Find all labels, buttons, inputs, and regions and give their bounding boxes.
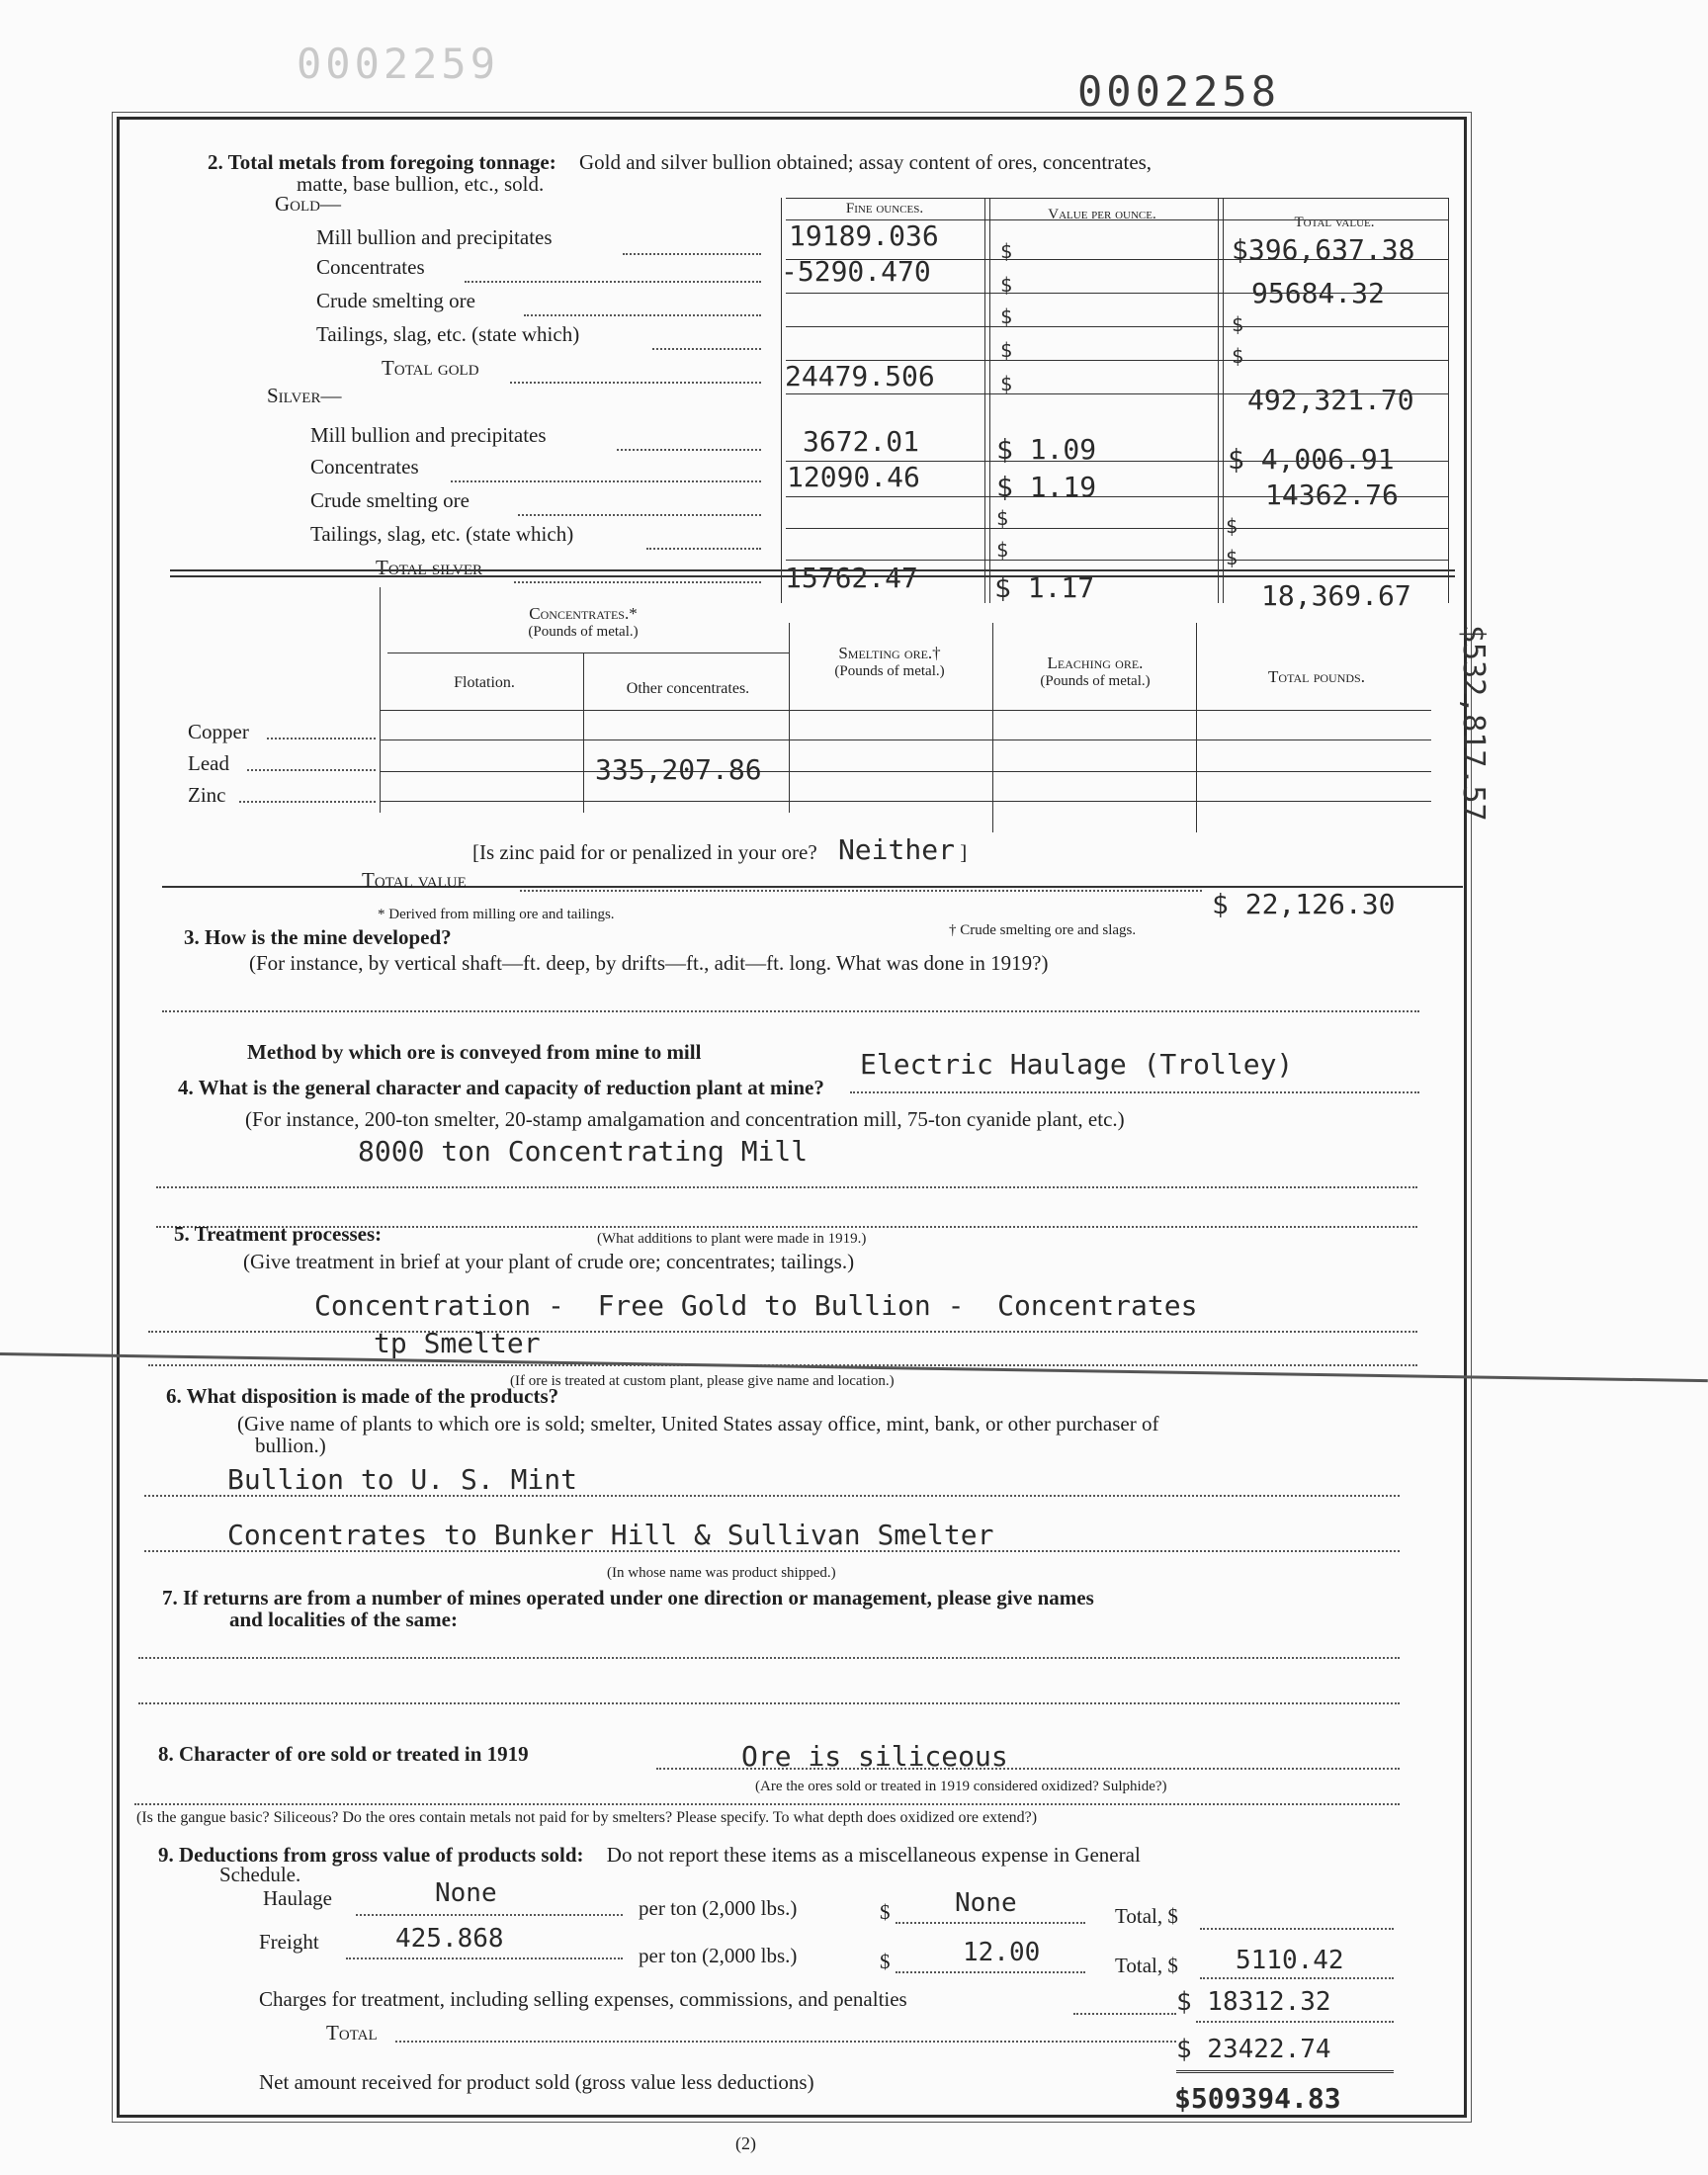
q9-title-tail: Do not report these items as a miscellaneous expense in General [606, 1843, 1141, 1867]
haulage-label: Haulage [263, 1886, 332, 1910]
q7-title-line2: and localities of the same: [229, 1608, 458, 1631]
q6-answer-line1: Bullion to U. S. Mint [227, 1463, 578, 1496]
col-total-value: Total value. [1294, 215, 1375, 230]
section2-title [208, 150, 1152, 174]
silver-row-fine: 3672.01 [803, 425, 920, 458]
silver-row-total: $ 4,006.91 [1228, 443, 1395, 476]
q9-total-label: Total [326, 2021, 378, 2044]
net-amount-value: $509394.83 [1174, 2082, 1341, 2115]
silver-total-total: 18,369.67 [1261, 579, 1411, 612]
gold-row-total: $ [1232, 312, 1244, 336]
gold-row-label: Concentrates [316, 255, 425, 279]
charges-label: Charges for treatment, including selling expenses, commissions, and penalties [259, 1987, 907, 2011]
gold-total-fine: 24479.506 [785, 360, 935, 392]
concentrates-subheader: (Pounds of metal.) [528, 624, 639, 640]
q7-title-line1: 7. If returns are from a number of mines operated under one direction or management, please give names [162, 1586, 1094, 1610]
haulage-per-ton: per ton (2,000 lbs.) [639, 1896, 798, 1920]
gold-row-fine: -5290.470 [781, 255, 931, 288]
charges-value: $ 18312.32 [1176, 1987, 1331, 2017]
q8-title: 8. Character of ore sold or treated in 1919 [158, 1742, 529, 1766]
q3-method-label: Method by which ore is conveyed from mine to mill [247, 1040, 702, 1064]
zinc-question-text: [Is zinc paid for or penalized in your ore? [472, 840, 817, 864]
silver-row-label: Crude smelting ore [310, 488, 470, 512]
smelting-ore-subheader: (Pounds of metal.) [834, 663, 945, 679]
zinc-answer: Neither [837, 833, 955, 866]
q5-answer-line1: Concentration - Free Gold to Bullion - Concentrates [314, 1289, 1198, 1322]
total-value-amount: $ 22,126.30 [1212, 888, 1396, 920]
q4-subtitle: (For instance, 200-ton smelter, 20-stamp amalgamation and concentration mill, 75-ton cyanide plant, etc.) [245, 1107, 1125, 1131]
serial-number: 0002258 [1077, 67, 1281, 116]
haulage-total-label: Total, $ [1115, 1904, 1178, 1928]
row-copper: Copper [188, 720, 249, 743]
ghost-serial-number: 0002259 [297, 40, 500, 88]
q3-method-answer: Electric Haulage (Trolley) [860, 1048, 1294, 1081]
q6-answer-line2: Concentrates to Bunker Hill & Sullivan Smelter [227, 1519, 994, 1551]
silver-row-value: $ 1.19 [996, 471, 1097, 503]
q6-subtitle-line2: bullion.) [255, 1434, 326, 1457]
silver-row-total: $ [1226, 514, 1238, 538]
silver-row-label: Tailings, slag, etc. (state which) [310, 522, 574, 546]
zinc-question [472, 833, 968, 866]
footnote-milling: * Derived from milling ore and tailings. [378, 907, 615, 922]
gold-row-label: Mill bullion and precipitates [316, 225, 553, 249]
haulage-rate: None [955, 1888, 1017, 1918]
other-concentrates-header: Other concentrates. [626, 680, 750, 697]
gold-total-total: 492,321.70 [1247, 384, 1414, 416]
silver-row-value: $ [996, 538, 1009, 562]
concentrates-header: Concentrates.* [529, 604, 638, 623]
q9-title-text: 9. Deductions from gross value of products sold: [158, 1843, 584, 1867]
flotation-header: Flotation. [454, 674, 515, 691]
col-value-per-ounce: Value per ounce. [1048, 207, 1156, 222]
gold-row-value: $ [1000, 304, 1013, 328]
q8-answer: Ore is siliceous [741, 1740, 1008, 1773]
freight-rate-dollar: $ [880, 1950, 891, 1973]
q5-note: (If ore is treated at custom plant, please give name and location.) [510, 1373, 895, 1389]
silver-label: Silver— [267, 384, 342, 407]
q5-title: 5. Treatment processes: [174, 1222, 383, 1246]
haulage-rate-dollar: $ [880, 1900, 891, 1924]
gold-total-label: Total gold [382, 356, 479, 380]
row-zinc: Zinc [188, 783, 226, 807]
silver-row-total: 14362.76 [1265, 478, 1399, 511]
footnote-smelting: † Crude smelting ore and slags. [949, 922, 1137, 938]
silver-total-value: $ 1.17 [994, 571, 1095, 604]
q9-title-line2: Schedule. [219, 1863, 301, 1886]
silver-row-value: $ [996, 506, 1009, 530]
q4-note: (What additions to plant were made in 1919.) [597, 1231, 867, 1247]
section2-title-text: 2. Total metals from foregoing tonnage: [208, 150, 556, 174]
q8-note: (Are the ores sold or treated in 1919 considered oxidized? Sulphide?) [755, 1779, 1167, 1794]
freight-total: 5110.42 [1236, 1946, 1344, 1975]
smelting-ore-header: Smelting ore.† [838, 644, 941, 662]
net-amount-label: Net amount received for product sold (gross value less deductions) [259, 2070, 814, 2094]
silver-row-value: $ 1.09 [996, 433, 1097, 466]
gold-row-label: Crude smelting ore [316, 289, 475, 312]
gold-row-total: 95684.32 [1251, 277, 1385, 309]
q9-title [158, 1843, 1141, 1867]
q9-total-value: $ 23422.74 [1176, 2035, 1331, 2064]
q5-answer-line2: tp Smelter [374, 1327, 541, 1359]
gold-row-value: $ [1000, 338, 1013, 362]
silver-row-label: Mill bullion and precipitates [310, 423, 547, 447]
q8-note-gangue: (Is the gangue basic? Siliceous? Do the ores contain metals not paid for by smelters? Please specify. To what depth does oxidized ore extend?) [136, 1809, 1038, 1826]
gold-label: Gold— [275, 192, 341, 216]
q6-note: (In whose name was product shipped.) [607, 1565, 836, 1581]
col-fine-ounces: Fine ounces. [845, 201, 924, 217]
page-number: (2) [735, 2133, 756, 2153]
gold-row-value: $ [1000, 273, 1013, 297]
gold-total-value: $ [1000, 372, 1013, 395]
freight-total-label: Total, $ [1115, 1954, 1178, 1977]
q3-title: 3. How is the mine developed? [184, 925, 452, 949]
silver-row-label: Concentrates [310, 455, 419, 478]
haulage-value: None [435, 1878, 497, 1908]
freight-value: 425.868 [395, 1924, 504, 1954]
margin-handwritten-total: $532,817.57 [1456, 625, 1491, 822]
total-value-label: Total value [362, 868, 467, 892]
leaching-ore-subheader: (Pounds of metal.) [1040, 673, 1151, 689]
silver-total-fine: 15762.47 [785, 562, 918, 594]
silver-row-fine: 12090.46 [787, 461, 920, 493]
section2-title-line2: matte, base bullion, etc., sold. [297, 172, 545, 196]
q6-title: 6. What disposition is made of the products? [166, 1384, 559, 1408]
q5-subtitle: (Give treatment in brief at your plant of crude ore; concentrates; tailings.) [243, 1250, 855, 1273]
q6-subtitle-line1: (Give name of plants to which ore is sold; smelter, United States assay office, mint, bank, or other purchaser of [237, 1412, 1159, 1436]
silver-row-total: $ [1226, 546, 1238, 569]
gold-row-total: $ [1232, 344, 1244, 368]
freight-rate: 12.00 [963, 1938, 1041, 1967]
gold-row-total: $396,637.38 [1232, 233, 1415, 266]
q4-answer: 8000 ton Concentrating Mill [358, 1135, 809, 1168]
q3-subtitle: (For instance, by vertical shaft—ft. deep, by drifts—ft., adit—ft. long. What was done in 1919?) [249, 951, 1049, 975]
freight-label: Freight [259, 1930, 319, 1954]
q4-title: 4. What is the general character and capacity of reduction plant at mine? [178, 1076, 824, 1099]
leaching-ore-header: Leaching ore. [1047, 653, 1144, 672]
total-pounds-header: Total pounds. [1268, 667, 1365, 686]
lead-other-concentrates: 335,207.86 [595, 753, 762, 786]
silver-total-label: Total silver [376, 556, 482, 579]
freight-per-ton: per ton (2,000 lbs.) [639, 1944, 798, 1967]
gold-row-value: $ [1000, 239, 1013, 263]
row-lead: Lead [188, 751, 229, 775]
section2-title-tail: Gold and silver bullion obtained; assay content of ores, concentrates, [578, 150, 1153, 174]
gold-row-label: Tailings, slag, etc. (state which) [316, 322, 580, 346]
zinc-close-bracket: ] [960, 840, 968, 864]
gold-row-fine: 19189.036 [789, 219, 939, 252]
